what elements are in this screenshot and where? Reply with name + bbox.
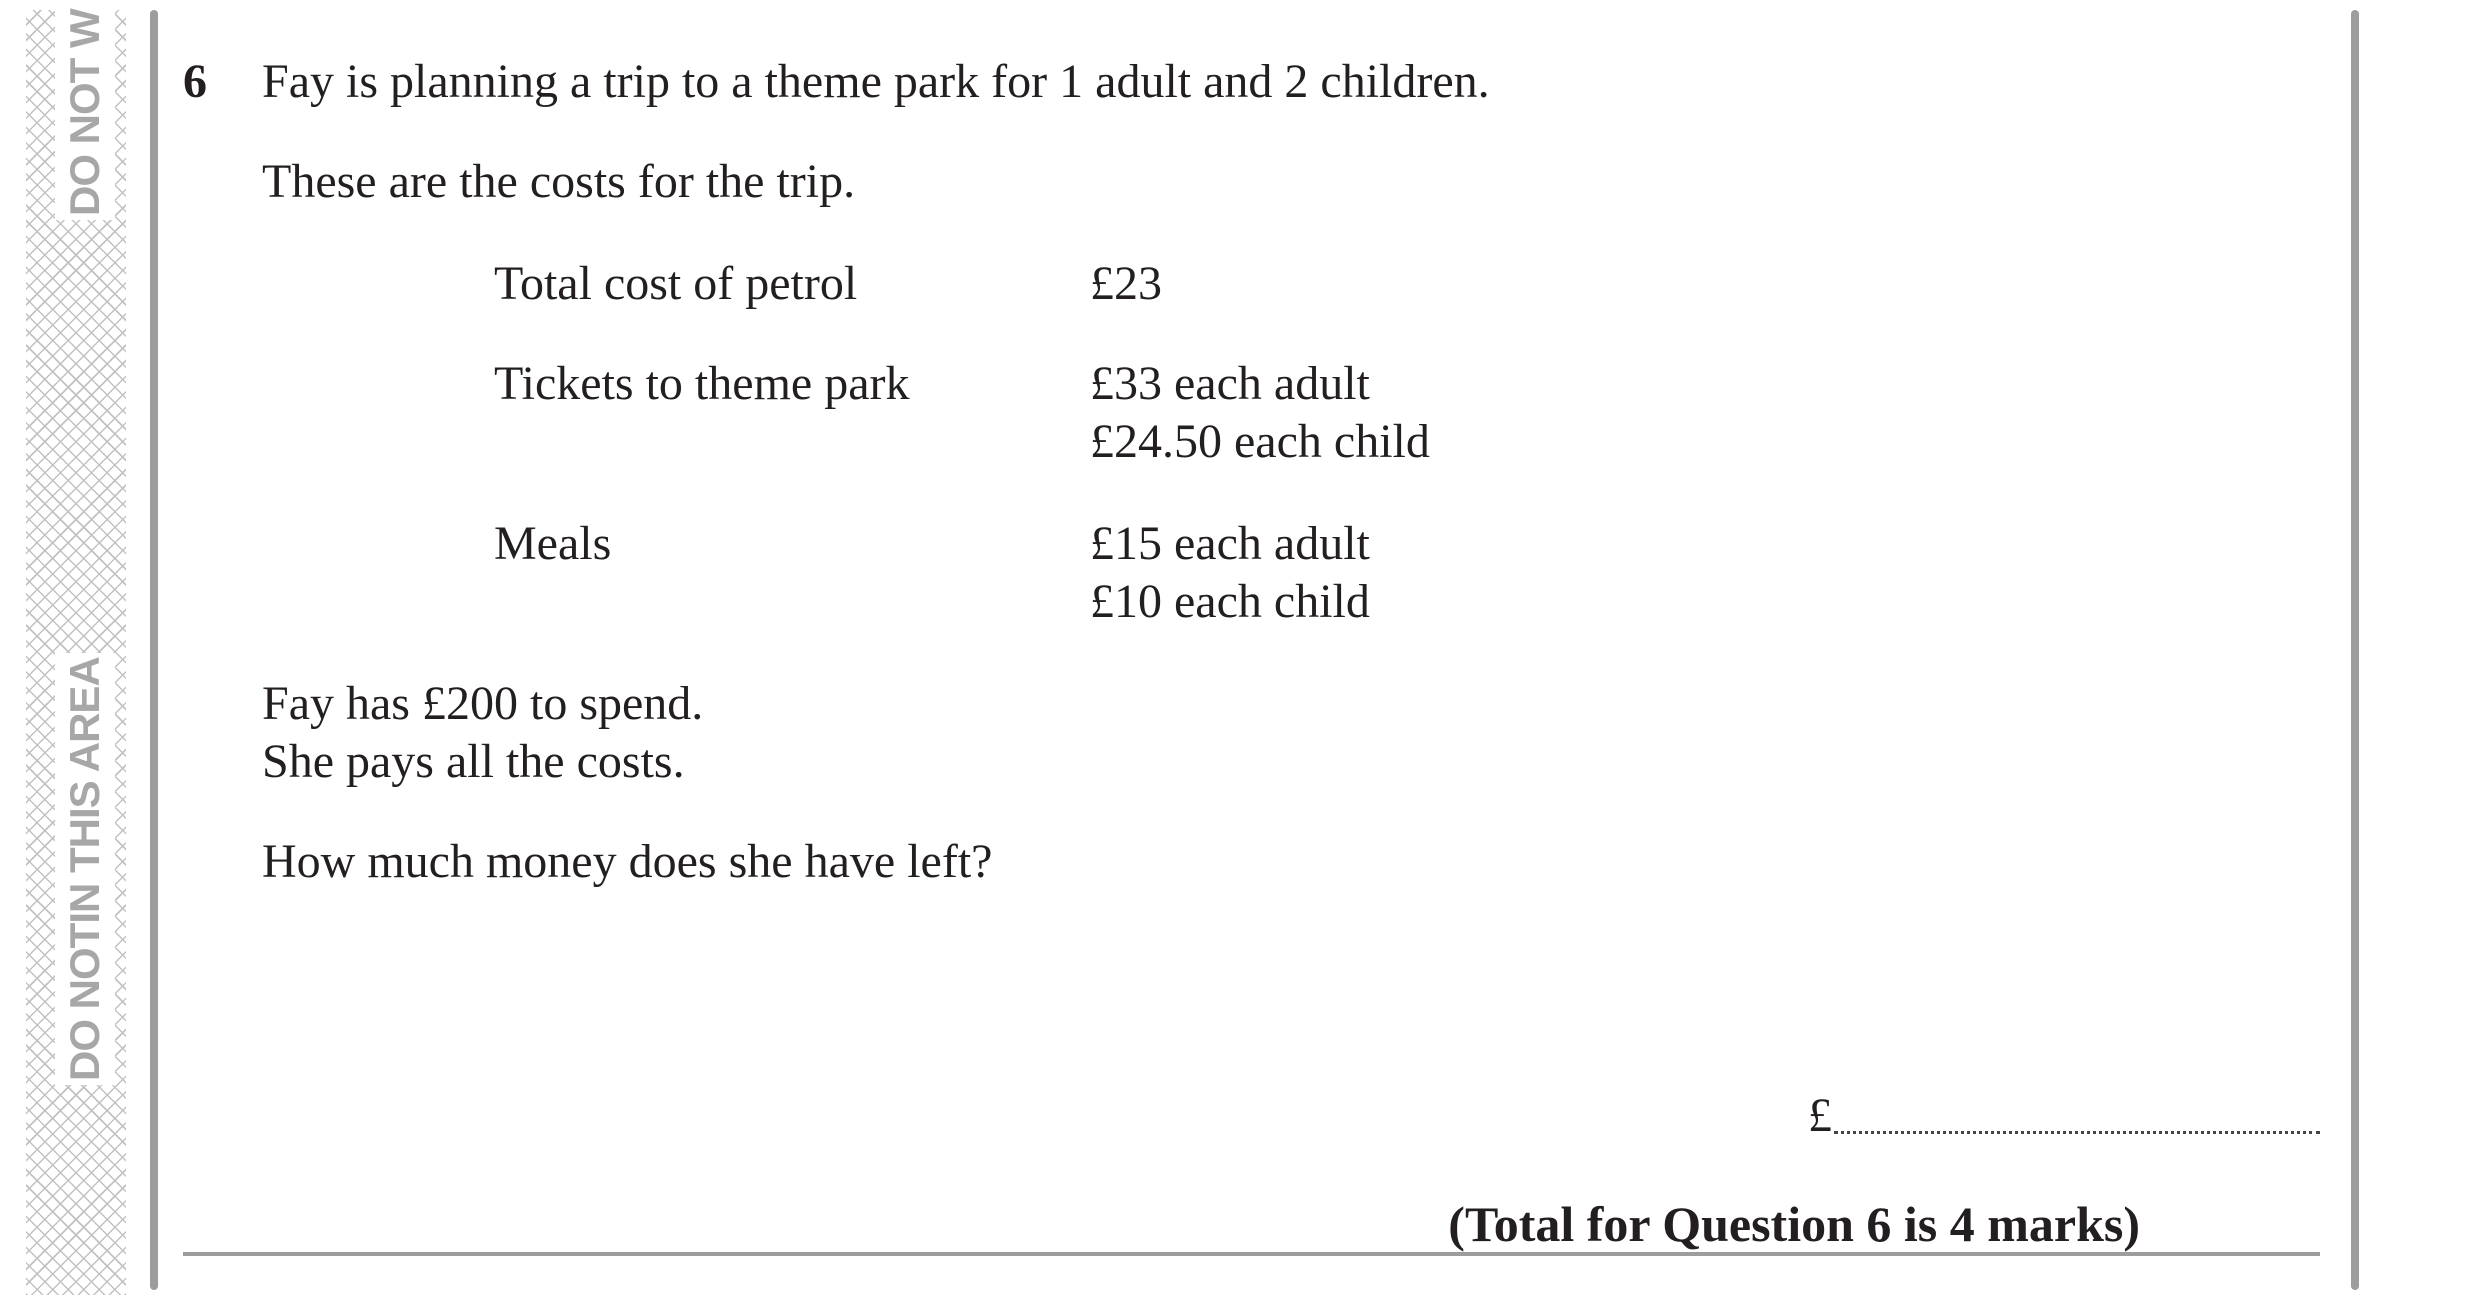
page-frame-right [2351, 10, 2359, 1290]
question-end-rule [183, 1252, 2320, 1256]
cost-item-tickets: Tickets to theme park [494, 357, 910, 410]
margin-warning-top: DO NOT W [55, 5, 115, 220]
cost-value-meals-adult: £15 each adult [1090, 517, 1370, 570]
answer-currency: £ [1808, 1089, 1832, 1142]
answer-field[interactable] [1808, 1088, 2320, 1144]
cost-value-tickets-child: £24.50 each child [1090, 415, 1430, 468]
question-number: 6 [183, 55, 207, 108]
cost-value-petrol: £23 [1090, 257, 1162, 310]
cost-item-petrol: Total cost of petrol [494, 257, 858, 310]
cost-item-meals: Meals [494, 517, 612, 570]
cost-value-meals-child: £10 each child [1090, 575, 1370, 628]
question-prompt: How much money does she have left? [262, 835, 993, 888]
budget-line-1: Fay has £200 to spend. [262, 677, 704, 730]
page-frame-left [150, 10, 158, 1290]
margin-warning-bottom: DO NOTIN THIS AREA [55, 653, 115, 1085]
question-intro: Fay is planning a trip to a theme park for 1 adult and 2 children. [262, 55, 1490, 108]
budget-line-2: She pays all the costs. [262, 735, 685, 788]
cost-value-tickets-adult: £33 each adult [1090, 357, 1370, 410]
answer-dotted-line[interactable] [1834, 1129, 2320, 1134]
costs-intro: These are the costs for the trip. [262, 155, 856, 208]
total-marks: (Total for Question 6 is 4 marks) [1448, 1196, 2140, 1252]
